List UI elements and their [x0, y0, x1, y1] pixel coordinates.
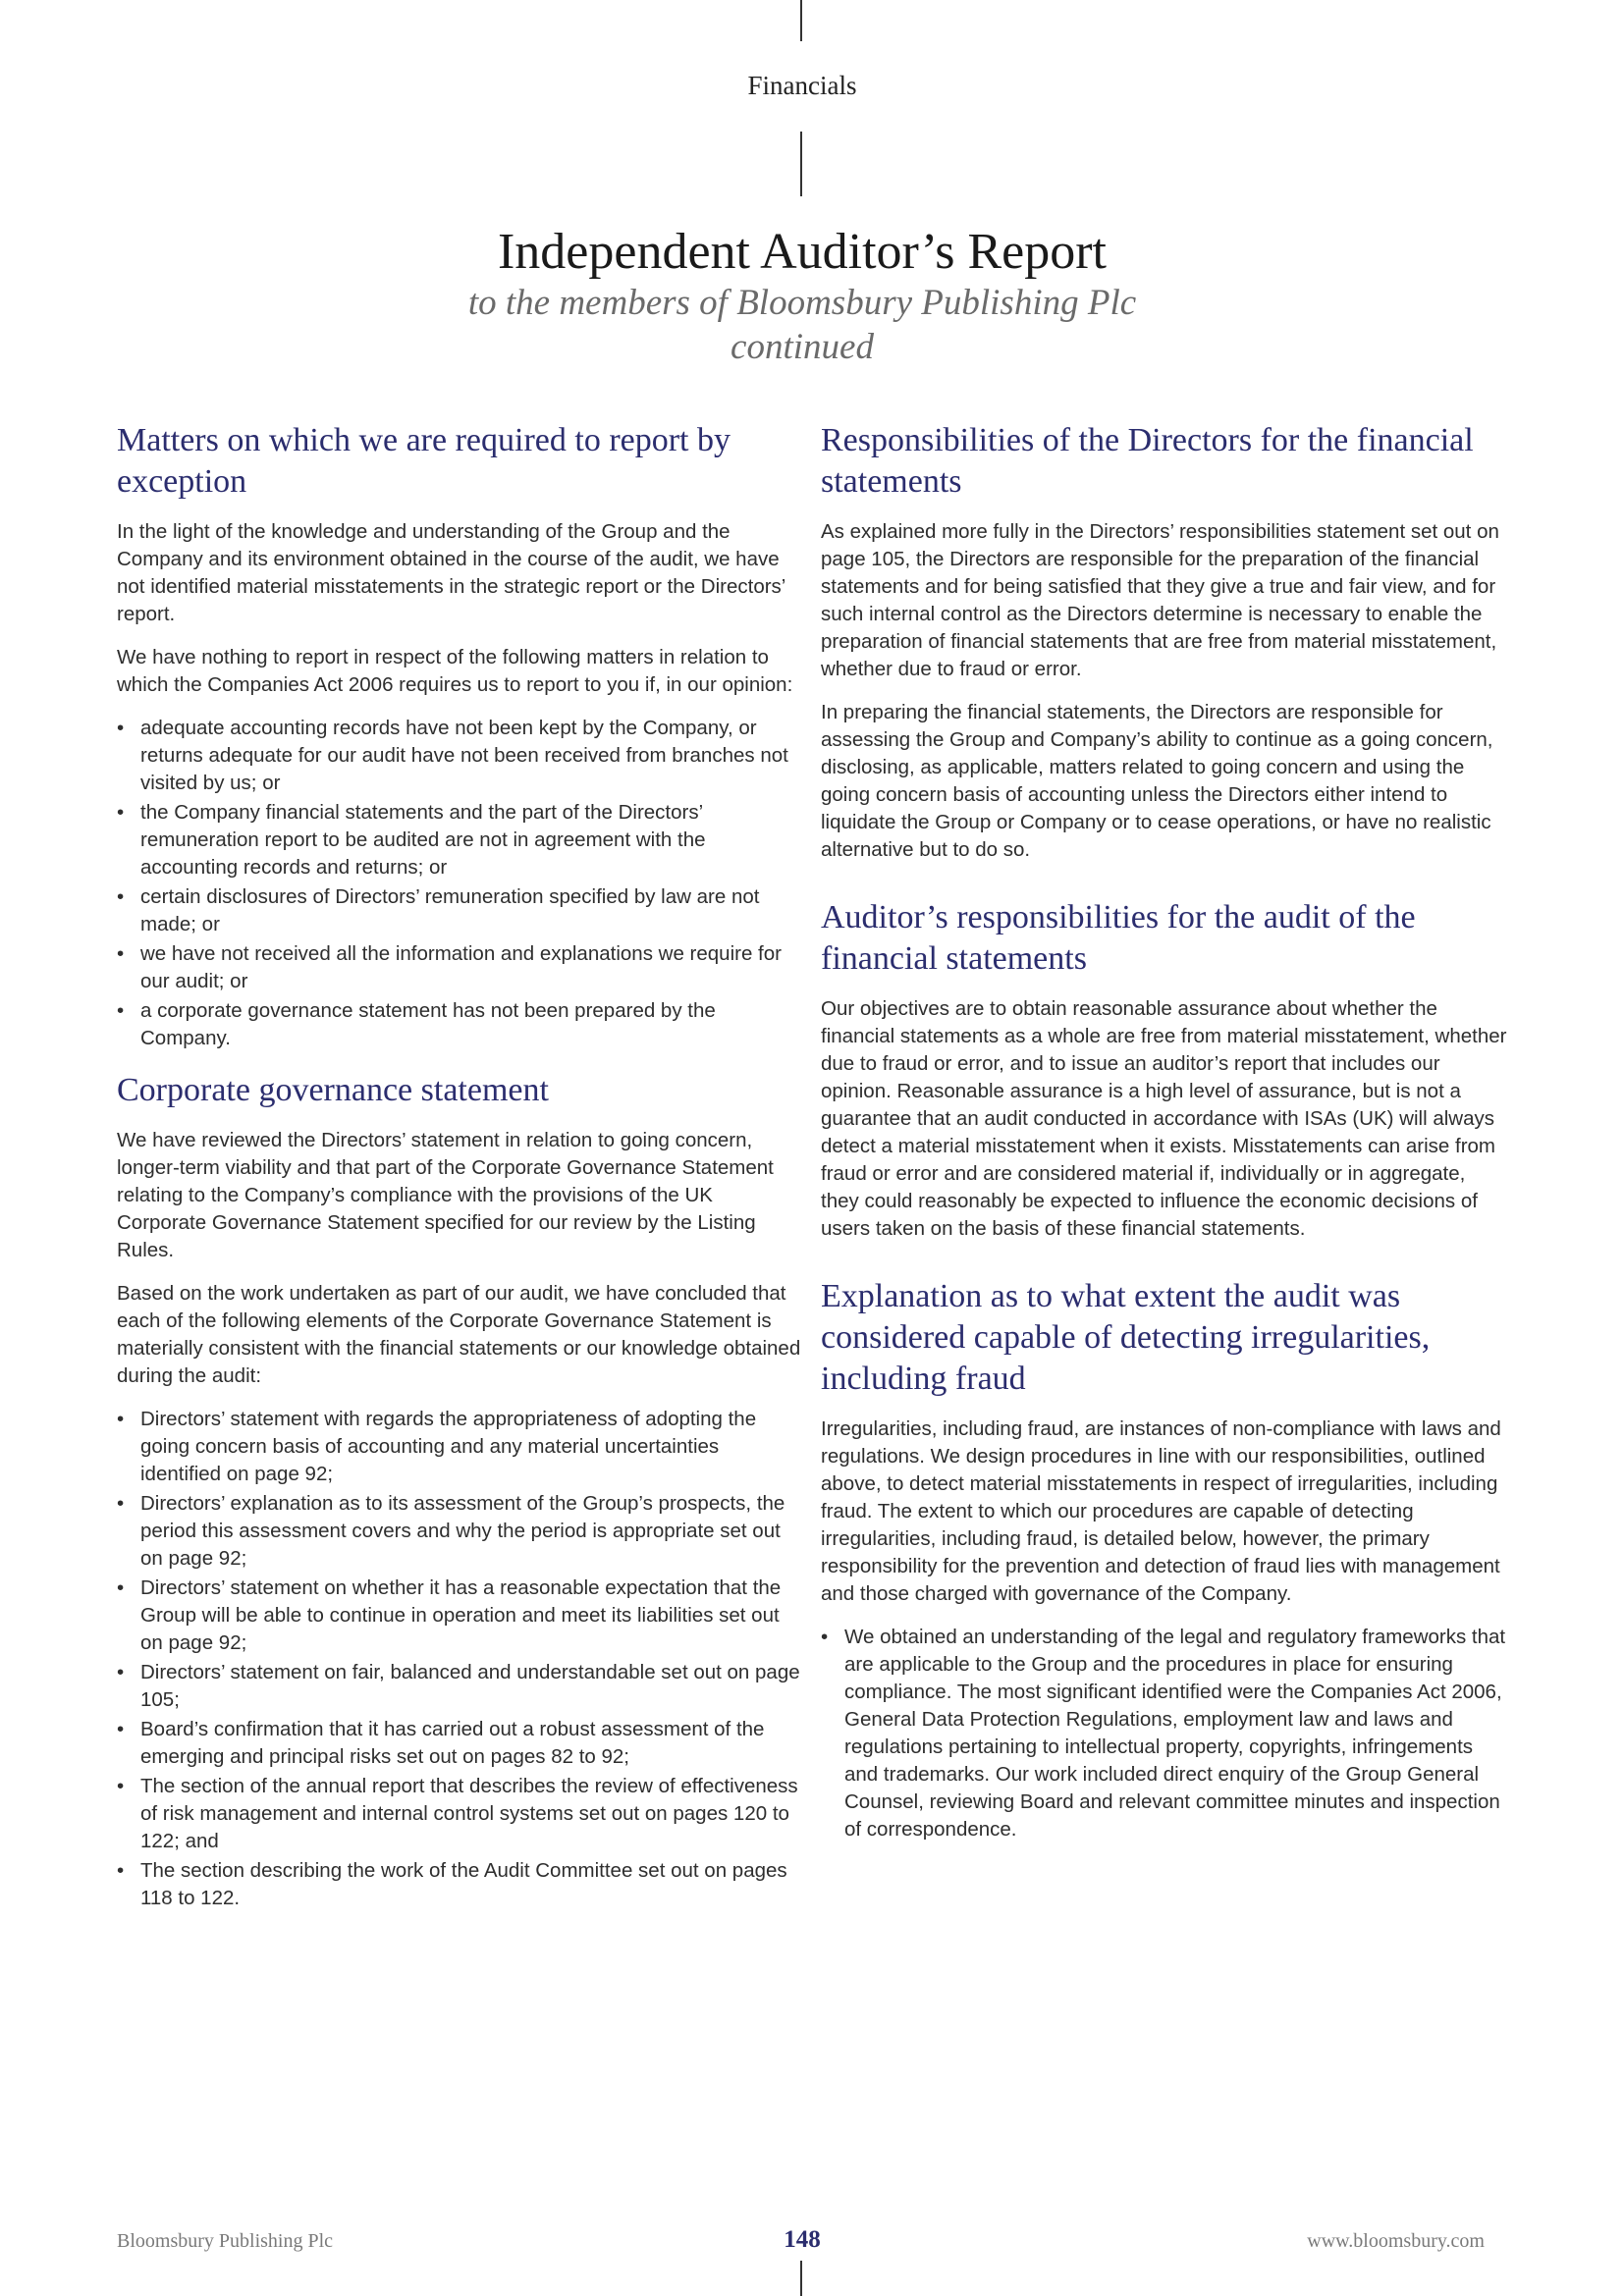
matters-paragraph-2: We have nothing to report in respect of the following matters in relation to which the Companies Act 2006 requires us to report to you if, in our opinion:	[117, 646, 793, 696]
governance-bullet-list	[117, 1406, 802, 1912]
irregularities-heading: Explanation as to what extent the audit was considered capable of detecting irregularities, including fraud	[821, 1278, 1431, 1397]
list-item: • Directors’ statement with regards the appropriateness of adopting the going concern basis of accounting and any material uncertainties identified on page 92;	[117, 1406, 802, 1488]
continued-label: continued	[731, 327, 874, 367]
irregularities-paragraph-1: Irregularities, including fraud, are instances of non-compliance with laws and regulations. We design procedures in line with our responsibilities, outlined above, to detect material misstatements in respect of irregularities, including fraud. The extent to which our procedures are capable of detecting irregularities, including fraud, is detailed below, however, the primary responsibility for the prevention and detection of fraud lies with management and those charged with governance of the Company.	[821, 1417, 1501, 1605]
top-divider-line	[800, 0, 802, 41]
list-item: • The section describing the work of the Audit Committee set out on pages 118 to 122.	[117, 1857, 802, 1912]
directors-paragraph-2: In preparing the financial statements, the Directors are responsible for assessing the Group and Company’s ability to continue as a going concern, disclosing, as applicable, matters related to going concern and using the going concern basis of accounting unless the Directors either intend to liquidate the Group or Company or to cease operations, or have no realistic alternative but to do so.	[821, 701, 1493, 861]
list-item: • Board’s confirmation that it has carried out a robust assessment of the emerging and principal risks set out on pages 82 to 92;	[117, 1716, 802, 1771]
list-item: • adequate accounting records have not been kept by the Company, or returns adequate for our audit have not been received from branches not visited by us; or	[117, 715, 802, 797]
irregularities-bullet-list	[821, 1624, 1508, 1843]
list-item: • we have not received all the information and explanations we require for our audit; or	[117, 940, 802, 995]
directors-paragraph-1: As explained more fully in the Directors’ responsibilities statement set out on page 105, the Directors are responsible for the preparation of the financial statements and for being satisfied that they give a true and fair view, and for such internal control as the Directors determine is necessary to enable the preparation of financial statements that are free from material misstatement, whether due to fraud or error.	[821, 520, 1499, 680]
list-item: • Directors’ statement on fair, balanced and understandable set out on page 105;	[117, 1659, 802, 1714]
bottom-divider-line	[800, 2261, 802, 2296]
list-item: • the Company financial statements and the part of the Directors’ remuneration report to be audited are not in agreement with the accounting records and returns; or	[117, 799, 802, 881]
auditor-heading: Auditor’s responsibilities for the audit of the financial statements	[821, 899, 1416, 977]
matters-bullet-list	[117, 715, 802, 1052]
page-title: Independent Auditor’s Report	[497, 224, 1108, 280]
right-column	[821, 420, 1508, 1861]
list-item: • Directors’ statement on whether it has a reasonable expectation that the Group will be able to continue in operation and meet its liabilities set out on page 92;	[117, 1575, 802, 1657]
governance-paragraph-1: We have reviewed the Directors’ statement in relation to going concern, longer-term viability and that part of the Corporate Governance Statement relating to the Company’s compliance with the provisions of the UK Corporate Governance Statement specified for our review by the Listing Rules.	[117, 1129, 774, 1261]
title-block	[0, 224, 1604, 369]
list-item: • We obtained an understanding of the legal and regulatory frameworks that are applicable to the Group and the procedures in place for ensuring compliance. The most significant identified were the Companies Act 2006, General Data Protection Regulations, employment law and laws and regulations pertaining to intellectual property, copyrights, infringements and trademarks. Our work included direct enquiry of the Group General Counsel, reviewing Board and relevant committee minutes and inspection of correspondence.	[821, 1624, 1508, 1843]
header-divider-line	[800, 132, 802, 196]
section-label: Financials	[747, 71, 857, 100]
left-column	[117, 420, 802, 1930]
list-item: • certain disclosures of Directors’ remuneration specified by law are not made; or	[117, 883, 802, 938]
footer-website: www.bloomsbury.com	[1307, 2230, 1485, 2252]
governance-paragraph-2: Based on the work undertaken as part of our audit, we have concluded that each of the following elements of the Corporate Governance Statement is materially consistent with the financial statements or our knowledge obtained during the audit:	[117, 1282, 801, 1387]
list-item: • Directors’ explanation as to its assessment of the Group’s prospects, the period this assessment covers and why the period is appropriate set out on page 92;	[117, 1490, 802, 1573]
page-number: 148	[784, 2226, 821, 2253]
list-item: • a corporate governance statement has not been prepared by the Company.	[117, 997, 802, 1052]
governance-heading: Corporate governance statement	[117, 1072, 549, 1108]
page-subtitle: to the members of Bloomsbury Publishing Plc	[467, 283, 1137, 323]
matters-heading: Matters on which we are required to report by exception	[117, 422, 731, 500]
auditor-paragraph-1: Our objectives are to obtain reasonable assurance about whether the financial statements as a whole are free from material misstatement, whether due to fraud or error, and to issue an auditor’s report that includes our opinion. Reasonable assurance is a high level of assurance, but is not a guarantee that an audit conducted in accordance with ISAs (UK) will always detect a material misstatement when it exists. Misstatements can arise from fraud or error and are considered material if, individually or in aggregate, they could reasonably be expected to influence the economic decisions of users taken on the basis of these financial statements.	[821, 997, 1507, 1240]
list-item: • The section of the annual report that describes the review of effectiveness of risk management and internal control systems set out on pages 120 to 122; and	[117, 1773, 802, 1855]
directors-heading: Responsibilities of the Directors for the financial statements	[821, 422, 1474, 500]
matters-paragraph-1: In the light of the knowledge and understanding of the Group and the Company and its environment obtained in the course of the audit, we have not identified material misstatements in the strategic report or the Directors’ report.	[117, 520, 785, 625]
footer-company: Bloomsbury Publishing Plc	[117, 2230, 334, 2252]
